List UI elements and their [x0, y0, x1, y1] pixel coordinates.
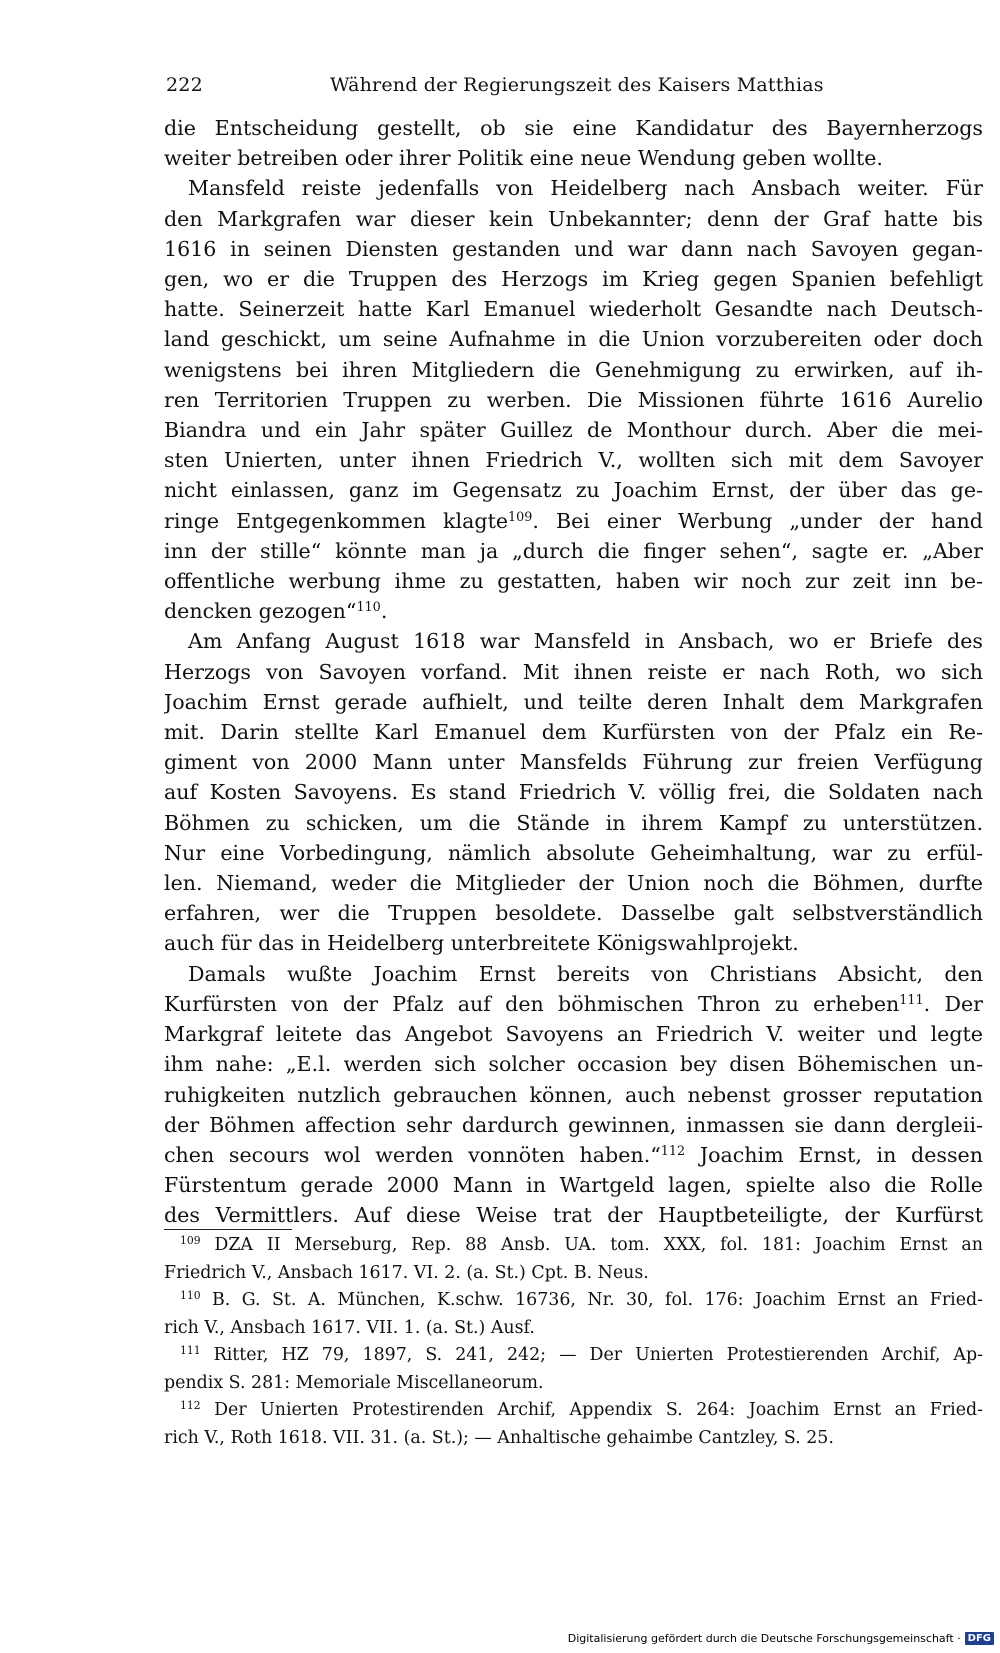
text-line: Damals wußte Joachim Ernst bereits von Christians Absicht, den: [188, 961, 983, 986]
text-line: auf Kosten Savoyens. Es stand Friedrich V. völlig frei, die Soldaten nach: [164, 780, 983, 805]
text-run: Ritter, HZ 79, 1897, S. 241, 242; — Der Unierten Protestierenden Archif, Ap-: [213, 1345, 983, 1365]
text-line: Friedrich V., Ansbach 1617. VI. 2. (a. St.) Cpt. B. Neus.: [164, 1262, 649, 1283]
text-line: hatte. Seinerzeit hatte Karl Emanuel wiederholt Gesandte nach Deutsch-: [164, 297, 983, 322]
text-line: [164, 1140, 983, 1170]
text-run: ringe Entgegenkommen klagte: [164, 508, 509, 533]
footnote-ref[interactable]: 110: [356, 600, 381, 616]
footnote-110: [164, 1287, 983, 1342]
text-line: [164, 1287, 983, 1315]
text-line: die Entscheidung gestellt, ob sie eine Kandidatur des Bayernherzogs: [164, 116, 983, 140]
text-line: pendix S. 281: Memoriale Miscellaneorum.: [164, 1372, 544, 1393]
text-line: rich V., Roth 1618. VII. 31. (a. St.); — Anhaltische gehaimbe Cantzley, S. 25.: [164, 1427, 834, 1448]
footnote-number: 112: [180, 1399, 201, 1413]
text-line: Fürstentum gerade 2000 Mann in Wartgeld lagen, spielte also die Rolle: [164, 1173, 983, 1198]
text-line: Biandra und ein Jahr später Guillez de Monthour durch. Aber die mei-: [164, 418, 983, 443]
footnote-109: [164, 1232, 983, 1287]
text-run: .: [380, 599, 388, 624]
text-line: nicht einlassen, ganz im Gegensatz zu Joachim Ernst, der über das ge-: [164, 478, 983, 503]
paragraph: [164, 173, 983, 626]
text-line: len. Niemand, weder die Mitglieder der Union noch die Böhmen, durfte: [164, 871, 983, 896]
text-run: chen secours wol werden vonnöten haben.“: [164, 1142, 661, 1167]
paragraph: [164, 626, 983, 958]
text-line: auch für das in Heidelberg unterbreitete Königswahlprojekt.: [164, 931, 799, 956]
text-line: ruhigkeiten nutzlich gebrauchen können, auch nebenst grosser reputation: [164, 1082, 983, 1107]
footnote-number: 111: [180, 1344, 201, 1358]
text-line: ihm nahe: „E.l. werden sich solcher occasion bey disen Böhemischen un-: [164, 1052, 983, 1077]
text-line: erfahren, wer die Truppen besoldete. Dasselbe galt selbstverständlich: [164, 901, 983, 926]
text-line: Böhmen zu schicken, um die Stände in ihrem Kampf zu unterstützen.: [164, 810, 983, 835]
dfg-logo: DFG: [965, 1632, 994, 1645]
text-line: rich V., Ansbach 1617. VII. 1. (a. St.) Ausf.: [164, 1317, 535, 1338]
text-line: sten Unierten, unter ihnen Friedrich V., wollten sich mit dem Savoyer: [164, 448, 983, 473]
text-run: dencken gezogen“: [164, 599, 357, 624]
text-line: gen, wo er die Truppen des Herzogs im Krieg gegen Spanien befehligt: [164, 267, 983, 292]
text-run: DZA II Merseburg, Rep. 88 Ansb. UA. tom. XXX, fol. 181: Joachim Ernst an: [214, 1235, 983, 1255]
text-run: Joachim Ernst, in dessen: [685, 1142, 983, 1167]
text-line: [164, 1397, 983, 1425]
paragraph: [164, 959, 983, 1231]
paragraph: [164, 113, 983, 173]
text-run: B. G. St. A. München, K.schw. 16736, Nr. 30, fol. 176: Joachim Ernst an Fried-: [212, 1290, 983, 1310]
text-line: den Markgrafen war dieser kein Unbekannter; denn der Graf hatte bis: [164, 206, 983, 231]
text-line: mit. Darin stellte Karl Emanuel dem Kurfürsten von der Pfalz ein Re-: [164, 720, 983, 745]
text-run: Der Unierten Protestirenden Archif, Appendix S. 264: Joachim Ernst an Fried-: [214, 1400, 983, 1420]
text-line: [164, 1232, 983, 1260]
main-text: [164, 113, 983, 1231]
footnotes: [164, 1232, 983, 1452]
footnote-number: 109: [180, 1234, 201, 1248]
text-run: . Der: [923, 991, 983, 1016]
text-line: [164, 596, 983, 626]
text-run: Kurfürsten von der Pfalz auf den böhmischen Thron zu erheben: [164, 991, 900, 1016]
text-line: weiter betreiben oder ihrer Politik eine neue Wendung geben wollte.: [164, 146, 883, 171]
text-line: Markgraf leitete das Angebot Savoyens an Friedrich V. weiter und legte: [164, 1022, 983, 1047]
footnote-ref[interactable]: 109: [508, 509, 533, 525]
text-line: offentliche werbung ihme zu gestatten, haben wir noch zur zeit inn be-: [164, 569, 983, 594]
footnote-ref[interactable]: 112: [660, 1143, 686, 1159]
footnote-112: [164, 1397, 983, 1452]
footnote-111: [164, 1342, 983, 1397]
text-line: [164, 989, 983, 1019]
credit-text: Digitalisierung gefördert durch die Deutsche Forschungsgemeinschaft ·: [567, 1632, 961, 1645]
text-line: wenigstens bei ihren Mitgliedern die Genehmigung zu erwirken, auf ih-: [164, 357, 983, 382]
text-line: giment von 2000 Mann unter Mansfelds Führung zur freien Verfügung: [164, 750, 983, 775]
text-line: inn der stille“ könnte man ja „durch die finger sehen“, sagte er. „Aber: [164, 538, 983, 563]
text-line: Nur eine Vorbedingung, nämlich absolute Geheimhaltung, war zu erfül-: [164, 840, 983, 865]
text-line: [164, 1342, 983, 1370]
text-line: Am Anfang August 1618 war Mansfeld in Ansbach, wo er Briefe des: [188, 629, 983, 654]
text-line: land geschickt, um seine Aufnahme in die Union vorzubereiten oder doch: [164, 327, 983, 352]
text-line: der Böhmen affection sehr dardurch gewinnen, inmassen sie dann dergleii-: [164, 1112, 983, 1137]
text-line: 1616 in seinen Diensten gestanden und war dann nach Savoyen gegan-: [164, 236, 983, 261]
text-line: des Vermittlers. Auf diese Weise trat der Hauptbeteiligte, der Kurfürst: [164, 1203, 983, 1228]
page-number: 222: [166, 74, 203, 96]
text-line: [164, 506, 983, 536]
text-run: . Bei einer Werbung „under der hand: [532, 508, 983, 533]
footnote-separator: [164, 1229, 292, 1230]
footnote-number: 110: [180, 1289, 201, 1303]
text-line: Herzogs von Savoyen vorfand. Mit ihnen reiste er nach Roth, wo sich: [164, 659, 983, 684]
footnote-ref[interactable]: 111: [899, 992, 924, 1008]
digitization-credit: [568, 1632, 994, 1645]
text-line: Joachim Ernst gerade aufhielt, und teilte deren Inhalt dem Markgrafen: [164, 689, 983, 714]
text-line: ren Territorien Truppen zu werben. Die Missionen führte 1616 Aurelio: [164, 387, 983, 412]
running-title: Während der Regierungszeit des Kaisers Matthias: [330, 74, 824, 96]
text-line: Mansfeld reiste jedenfalls von Heidelberg nach Ansbach weiter. Für: [188, 176, 983, 201]
